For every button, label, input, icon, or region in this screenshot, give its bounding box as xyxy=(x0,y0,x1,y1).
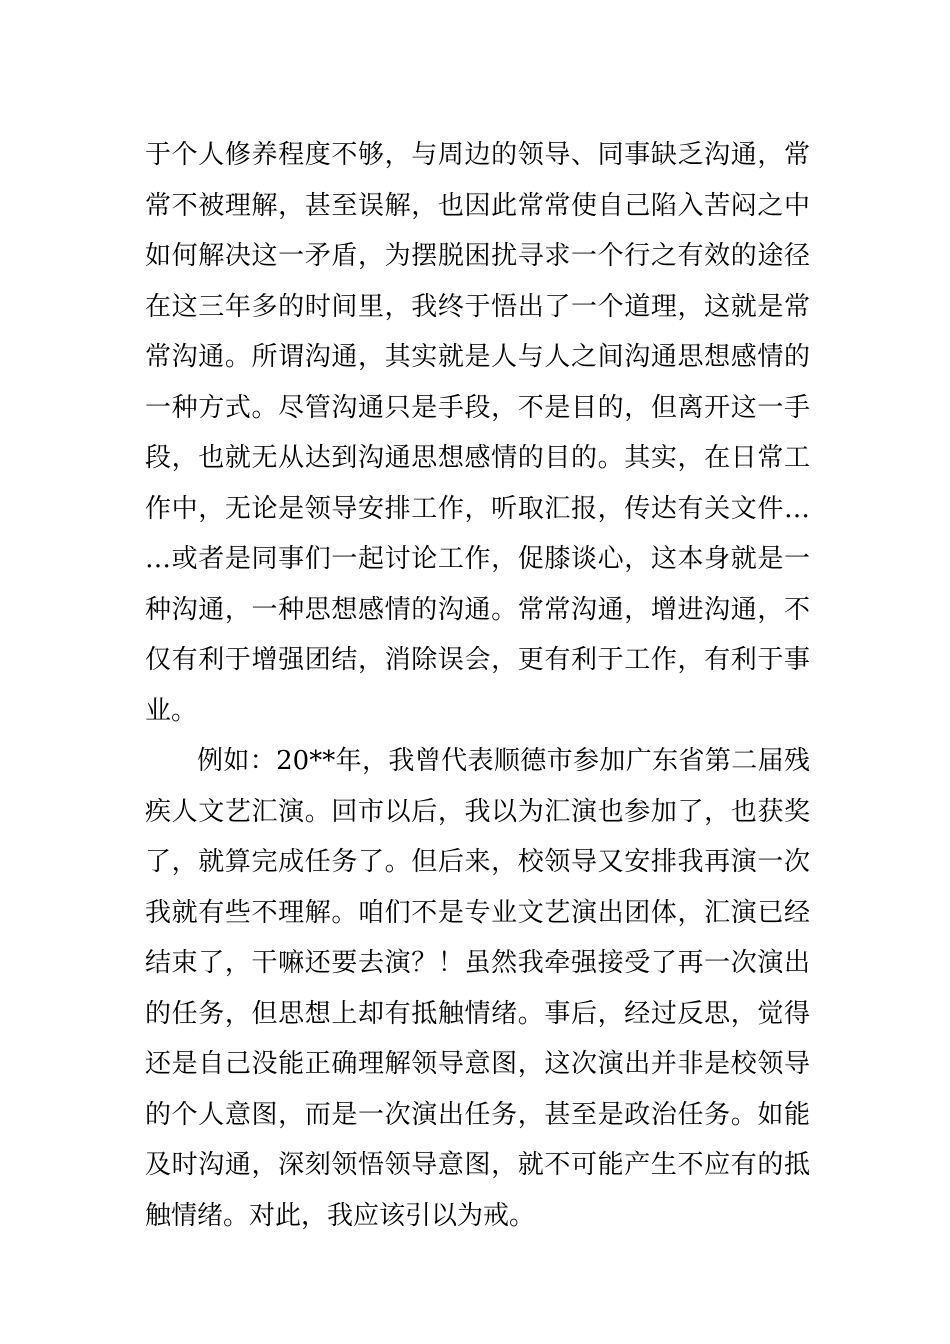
text-line: 还是自己没能正确理解领导意图，这次演出并非是校领导 xyxy=(145,1049,810,1079)
text-line: 段，也就无从达到沟通思想感情的目的。其实，在日常工 xyxy=(145,443,810,473)
text-line: 种沟通，一种思想感情的沟通。常常沟通，增进沟通，不 xyxy=(145,594,810,625)
text-line: 结束了，干嘛还要去演？！虽然我牵强接受了再一次演出 xyxy=(145,948,810,978)
text-line: 疾人文艺汇演。回市以后，我以为汇演也参加了，也获奖 xyxy=(145,796,810,827)
text-line: 我就有些不理解。咱们不是专业文艺演出团体，汇演已经 xyxy=(145,897,810,928)
text-line: 的任务，但思想上却有抵触情绪。事后，经过反思，觉得 xyxy=(145,998,810,1029)
text-line: 了，就算完成任务了。但后来，校领导又安排我再演一次 xyxy=(145,847,810,877)
text-line: 触情绪。对此，我应该引以为戒。 xyxy=(145,1200,536,1231)
text-line: …或者是同事们一起讨论工作，促膝谈心，这本身就是一 xyxy=(145,544,810,574)
text-line: 业。 xyxy=(145,695,198,726)
text-line: 一种方式。尽管沟通只是手段，不是目的，但离开这一手 xyxy=(145,392,810,423)
text-line: 如何解决这一矛盾，为摆脱困扰寻求一个行之有效的途径 xyxy=(145,241,810,271)
text-line: 仅有利于增强团结，消除误会，更有利于工作，有利于事 xyxy=(145,645,810,675)
text-line: 作中，无论是领导安排工作，听取汇报，传达有关文件… xyxy=(145,493,810,524)
text-line: 常不被理解，甚至误解，也因此常常使自己陷入苦闷之中 xyxy=(145,190,810,221)
text-line: 的个人意图，而是一次演出任务，甚至是政治任务。如能 xyxy=(145,1099,810,1130)
text-line: 于个人修养程度不够，与周边的领导、同事缺乏沟通，常 xyxy=(145,140,810,170)
paragraph-first-line: 例如：20**年，我曾代表顺德市参加广东省第二届残 xyxy=(197,746,810,776)
text-line: 在这三年多的时间里，我终于悟出了一个道理，这就是常 xyxy=(145,291,810,322)
text-line: 及时沟通，深刻领悟领导意图，就不可能产生不应有的抵 xyxy=(145,1150,810,1180)
text-line: 常沟通。所谓沟通，其实就是人与人之间沟通思想感情的 xyxy=(145,342,810,372)
body-text xyxy=(145,130,810,1241)
